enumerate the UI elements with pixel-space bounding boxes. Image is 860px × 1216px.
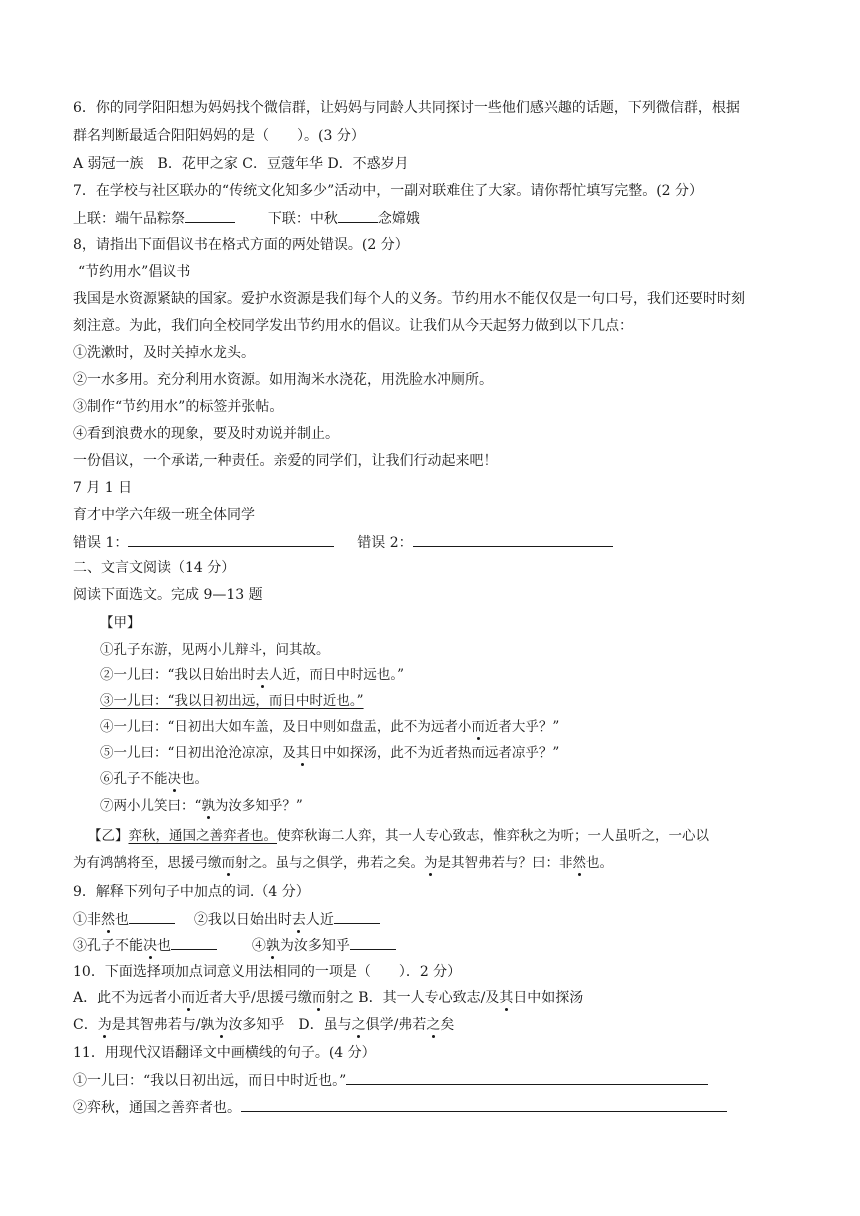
passage-jia-underlined-line: ③一儿曰：“我以日初出远，而日中时近也。”: [100, 693, 364, 709]
q9-stem: 9．解释下列句子中加点的词.（4 分）: [73, 884, 310, 900]
q11-item-a: ①一儿曰：“我以日初出远，而日中时近也。”: [73, 1070, 708, 1091]
passage-jia-label: 【甲】: [100, 615, 141, 631]
proposal-para-line2: 刻注意。为此，我们向全校同学发出节约用水的倡议。让我们从今天起努力做到以下几点：: [73, 318, 633, 334]
q9-blank[interactable]: [129, 909, 175, 924]
q6-stem-line1: 6．你的同学阳阳想为妈妈找个微信群，让妈妈与同龄人共同探讨一些他们感兴趣的话题，下列微信群，根据: [73, 100, 740, 116]
dotted-char: 而: [311, 990, 326, 1006]
dotted-char: 之: [351, 1017, 366, 1033]
error1-label: 错误 1：: [73, 535, 129, 551]
q9-row2: ③孔子不能决也 ④孰为汝多知乎: [73, 935, 396, 956]
q11-answer-blank[interactable]: [346, 1070, 708, 1085]
proposal-closing: 一份倡议，一个承诺,一种责任。亲爱的同学们，让我们行动起来吧！: [73, 453, 498, 469]
dotted-char: 决: [167, 771, 181, 787]
dotted-char: 为: [214, 1017, 229, 1033]
q6-options: A 弱冠一族 B．花甲之家 C．豆蔻年华 D．不惑岁月: [73, 156, 409, 172]
dotted-char: 孰: [265, 938, 280, 954]
proposal-item: ①洗漱时，及时关掉水龙头。: [73, 345, 255, 361]
q7-lower-suffix: 念嫦娥: [377, 211, 420, 227]
q7-lower-blank[interactable]: [338, 208, 378, 223]
dotted-char: 其: [295, 745, 310, 761]
q8-stem: 8，请指出下面倡议书在格式方面的两处错误。(2 分）: [73, 237, 409, 253]
dotted-char: 去: [291, 912, 306, 928]
passage-jia-line: ⑥孔子不能决也。: [100, 771, 208, 787]
q7-lower-label: 下联：中秋: [267, 211, 338, 227]
dotted-char: 之: [426, 1017, 441, 1033]
q10-options-cd: C．为是其智弗若与/孰为汝多知乎 D．虽与之俱学/弗若之矣: [73, 1017, 455, 1033]
q7-stem: 7．在学校与社区联办的“传统文化知多少”活动中，一副对联难住了大家。请你帮忙填写完整。(2 分）: [73, 183, 704, 199]
section-intro: 阅读下面选文。完成 9—13 题: [73, 587, 263, 603]
q7-couplet: [73, 208, 420, 229]
dotted-char: 决: [143, 938, 157, 954]
dotted-char: 为: [424, 855, 438, 871]
q8-answer-row: [73, 532, 613, 553]
dotted-char: 为: [97, 1017, 112, 1033]
q10-stem: 10．下面选择项加点词意义用法相同的一项是（ ）．2 分）: [73, 964, 462, 980]
q11-answer-blank[interactable]: [241, 1097, 727, 1112]
error1-blank[interactable]: [128, 532, 334, 547]
passage-jia-line: ④一儿曰：“日初出大如车盖，及日中则如盘盂，此不为远者小而近者大乎？”: [100, 719, 560, 735]
proposal-signature: 育才中学六年级一班全体同学: [73, 507, 255, 523]
proposal-date: 7 月 1 日: [73, 480, 133, 496]
proposal-para-line1: 我国是水资源紧缺的国家。爱护水资源是我们每个人的义务。节约用水不能仅仅是一句口号，我们还要时时刻: [73, 291, 745, 307]
passage-jia-line: ⑦两小儿笑曰：“孰为汝多知乎？”: [100, 798, 303, 814]
dotted-char: 去: [255, 667, 269, 683]
q11-stem: 11．用现代汉语翻译文中画横线的句子。(4 分）: [73, 1045, 376, 1061]
q9-blank[interactable]: [350, 935, 396, 950]
passage-yi-line1: 【乙】弈秋，通国之善弈者也。使弈秋诲二人弈，其一人专心致志，惟弈秋之为听；一人虽听之，一心以: [88, 828, 709, 844]
passage-jia-line: ⑤一儿曰：“日初出沧沧凉凉，及其日中如探汤，此不为近者热而远者凉乎？”: [100, 745, 560, 761]
q9-row1: ①非然也 ②我以日始出时去人近: [73, 909, 380, 930]
passage-yi-line2: 为有鸿鹄将至，思援弓缴而射之。虽与之俱学，弗若之矣。为是其智弗若与？曰：非然也。: [73, 855, 613, 871]
dotted-char: 然: [101, 912, 115, 928]
error2-blank[interactable]: [413, 532, 613, 547]
error2-label: 错误 2：: [357, 535, 413, 551]
dotted-char: 孰: [201, 798, 215, 814]
q9-blank[interactable]: [171, 935, 217, 950]
proposal-item: ④看到浪费水的现象，要及时劝说并制止。: [73, 426, 339, 442]
section-heading: 二、文言文阅读（14 分）: [73, 560, 236, 576]
proposal-title: “节约用水”倡议书: [78, 264, 191, 280]
q11-item-b: ②弈秋，通国之善弈者也。: [73, 1097, 727, 1118]
passage-yi-underlined: 弈秋，通国之善弈者也。: [128, 828, 277, 844]
q10-options-ab: A．此不为远者小而近者大乎/思援弓缴而射之 B．其一人专心致志/及其日中如探汤: [73, 990, 584, 1006]
q7-upper-label: 上联：端午品粽祭: [73, 211, 185, 227]
q7-upper-blank[interactable]: [185, 208, 235, 223]
q6-stem-line2: 群名判断最适合阳阳妈妈的是（ ）。(3 分）: [73, 128, 365, 144]
dotted-char: 而: [221, 855, 235, 871]
proposal-item: ②一水多用。充分利用水资源。如用淘米水浇花，用洗脸水冲厕所。: [73, 372, 493, 388]
passage-yi-label: 【乙】: [88, 828, 129, 844]
passage-jia-line: ①孔子东游，见两小儿辩斗，问其故。: [100, 642, 330, 658]
proposal-item: ③制作“节约用水”的标签并张帖。: [73, 399, 284, 415]
dotted-char: 而: [181, 990, 196, 1006]
dotted-char: 而: [471, 719, 485, 735]
dotted-char: 然: [572, 855, 586, 871]
passage-jia-line: ②一儿曰：“我以日始出时去人近，而日中时远也。”: [100, 667, 405, 683]
dotted-char: 其: [499, 990, 514, 1006]
q9-blank[interactable]: [334, 909, 380, 924]
